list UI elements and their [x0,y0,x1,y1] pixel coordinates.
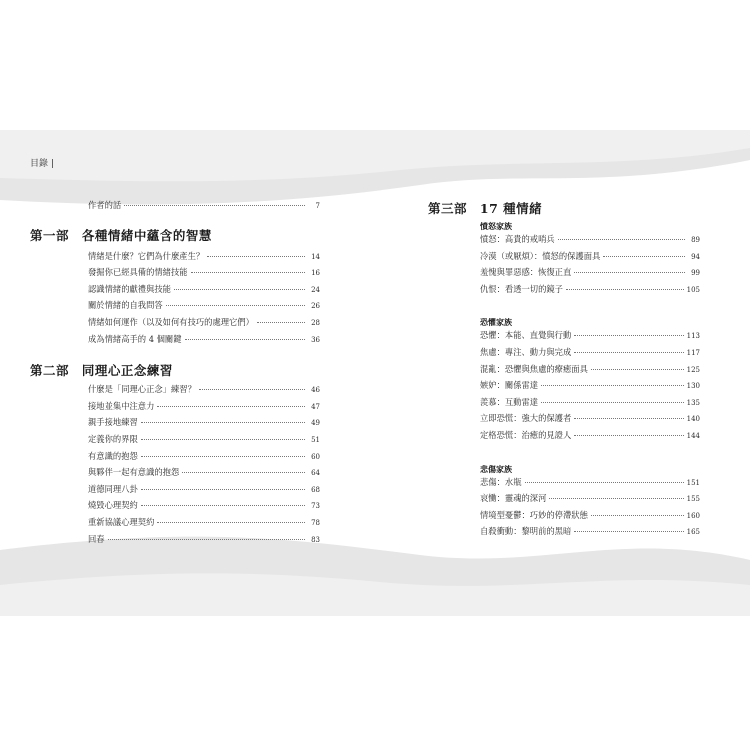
part2-number: 第二部 [30,363,70,379]
dot-leader [574,531,683,532]
toc-entry-page: 117 [686,348,700,357]
toc-entry-page: 51 [311,435,320,444]
dot-leader [108,539,305,540]
toc-entry-title: 定格恐慌：治癒的見證人 [480,429,572,440]
toc-entry-page: 64 [311,469,320,478]
dot-leader [566,289,684,290]
dot-leader [574,272,685,273]
dot-leader [525,482,684,483]
toc-entry[interactable] [30,300,320,317]
toc-entry-preface[interactable] [30,200,320,217]
toc-entry[interactable] [428,251,700,268]
dot-leader [199,389,305,390]
part1-number: 第一部 [30,227,70,243]
toc-entry-title: 哀慟：靈魂的深河 [480,493,547,504]
toc-entry-title: 焦慮：專注、動力與完成 [480,346,572,357]
toc-entry-title: 接地並集中注意力 [88,400,155,411]
dot-leader [157,522,305,523]
part2-title: 同理心正念練習 [81,363,173,379]
toc-entry[interactable] [428,526,700,543]
toc-entry[interactable] [30,317,320,334]
toc-entry[interactable] [428,330,700,347]
toc-entry-title: 情緒是什麼？它們為什麼產生？ [88,250,205,261]
toc-entry[interactable] [30,284,320,301]
toc-entry-title: 重新協議心理契約 [88,516,155,527]
toc-entry-page: 89 [691,236,700,244]
dot-leader [207,256,305,257]
toc-entry-title: 混亂：恐懼與焦慮的療癒面具 [480,363,588,374]
toc-entry-title: 什麼是「同理心正念」練習？ [88,384,196,395]
toc-entry[interactable] [30,267,320,284]
part3-number: 第三部 [428,201,468,216]
toc-entry[interactable] [30,484,320,501]
toc-entry[interactable] [428,510,700,527]
toc-entry[interactable] [428,364,700,381]
part3-heading [428,200,700,218]
toc-entry-title: 羨慕：互動雷達 [480,396,539,407]
toc-entry[interactable] [428,380,700,397]
toc-entry-title: 有意識的抱怨 [88,450,138,461]
toc-entry-page: 125 [686,365,700,374]
toc-entry-page: 16 [311,269,320,278]
toc-entry[interactable] [30,251,320,268]
toc-entry-page: 140 [686,415,700,424]
dot-leader [141,489,305,490]
toc-entry-title: 認識情緒的獻禮與技能 [88,283,171,294]
toc-entry-title: 成為情緒高手的 4 個關鍵 [88,333,182,344]
toc-entry-title: 關於情緒的自我問答 [88,300,163,311]
dot-leader [558,239,685,240]
dot-leader [182,472,305,473]
toc-entry[interactable] [30,384,320,401]
toc-entry-title: 情境型憂鬱：巧妙的停滯狀態 [480,509,588,520]
dot-leader [591,515,684,516]
toc-entry-page: 151 [686,478,700,487]
toc-entry-page: 94 [691,252,700,261]
toc-entry-page: 68 [311,485,320,494]
toc-entry-title: 嫉妒：關係雷達 [480,380,539,391]
dot-leader [141,456,305,457]
toc-entry-title: 悲傷：水瓶 [480,476,522,487]
toc-right-column [428,200,700,543]
toc-entry-title: 定義你的界限 [88,433,138,444]
toc-entry[interactable] [428,267,700,284]
toc-entry[interactable] [428,413,700,430]
toc-entry[interactable] [30,401,320,418]
toc-entry-page: 60 [311,452,320,461]
toc-entry-page: 144 [686,431,700,440]
toc-entry[interactable] [428,397,700,414]
toc-entry-page: 73 [311,502,320,511]
toc-entry-title: 道德同理八卦 [88,483,138,494]
family-heading-sadness: 悲傷家族 [480,463,512,474]
toc-entry[interactable] [30,451,320,468]
dot-leader [574,335,683,336]
toc-entry[interactable] [30,467,320,484]
dot-leader [191,272,305,273]
toc-entry-page: 99 [691,269,700,278]
toc-entry-title: 回春 [88,533,105,544]
dot-leader [124,205,305,206]
toc-entry[interactable] [30,517,320,534]
toc-entry-page: 7 [315,202,320,210]
toc-entry-page: 47 [311,402,320,411]
toc-entry-page: 83 [311,535,320,544]
toc-entry[interactable] [428,430,700,447]
toc-entry-page: 78 [311,518,320,527]
toc-entry-title: 羞愧與罪惡感：恢復正直 [480,267,572,278]
dot-leader [541,385,684,386]
dot-leader [574,435,683,436]
toc-entry-page: 160 [686,511,700,520]
toc-entry-page: 155 [686,495,700,504]
part1-heading [30,227,320,245]
toc-entry-page: 113 [686,332,700,341]
toc-page [0,130,750,616]
part1-title: 各種情緒中蘊含的智慧 [81,227,212,243]
toc-entry-title: 憤怒：高貴的戒哨兵 [480,234,555,244]
toc-entry-page: 36 [311,335,320,344]
toc-entry-page: 130 [686,382,700,391]
toc-entry-title: 自殺衝動：黎明前的黑暗 [480,526,572,537]
toc-entry[interactable] [428,493,700,510]
toc-entry-page: 28 [311,318,320,327]
toc-entry-page: 46 [311,386,320,395]
family-heading-anger: 憤怒家族 [480,221,512,231]
toc-entry-page: 49 [311,419,320,428]
toc-entry[interactable] [30,334,320,351]
dot-leader [574,352,683,353]
toc-entry[interactable] [30,500,320,517]
toc-entry[interactable] [428,284,700,301]
toc-entry-title: 與夥伴一起有意識的抱怨 [88,467,180,478]
dot-leader [574,418,683,419]
toc-entry[interactable] [428,347,700,364]
dot-leader [591,369,684,370]
dot-leader [185,339,305,340]
toc-entry-title: 發掘你已經具備的情緒技能 [88,267,188,278]
toc-entry[interactable] [30,534,320,551]
family-heading-fear: 恐懼家族 [480,317,512,328]
toc-entry-page: 105 [686,285,700,294]
dot-leader [166,305,305,306]
toc-entry[interactable] [428,477,700,494]
toc-left-column [30,200,320,550]
toc-header-label: 目錄 | [30,159,54,169]
toc-entry-title: 立即恐慌：強大的保護者 [480,413,572,424]
dot-leader [603,256,685,257]
part2-entries [30,384,320,550]
dot-leader [141,505,305,506]
part3-title: 17 種情緒 [479,201,543,216]
dot-leader [549,498,683,499]
dot-leader [174,289,305,290]
toc-entry-title: 仇恨：看透一切的鏡子 [480,283,563,294]
dot-leader [541,402,684,403]
toc-entry-title: 燒毀心理契約 [88,500,138,511]
toc-entry-title: 冷漠（或厭煩）：憤怒的保護面具 [480,250,601,261]
dot-leader [141,439,305,440]
toc-entry-page: 135 [686,398,700,407]
toc-entry-title: 作者的話 [88,200,122,210]
toc-entry-page: 14 [311,252,320,261]
toc-entry[interactable] [428,234,700,251]
toc-entry-title: 親手接地練習 [88,417,138,428]
toc-entry[interactable] [30,417,320,434]
part2-heading [30,362,320,380]
toc-entry-page: 24 [311,285,320,294]
toc-entry-title: 恐懼：本能、直覺與行動 [480,330,572,341]
dot-leader [141,422,305,423]
toc-entry-page: 165 [686,528,700,537]
toc-entry[interactable] [30,434,320,451]
toc-entry-page: 26 [311,302,320,311]
toc-entry-title: 情緒如何運作（以及如何有技巧的處理它們） [88,316,254,327]
dot-leader [157,406,305,407]
part1-entries [30,251,320,351]
dot-leader [257,322,305,323]
